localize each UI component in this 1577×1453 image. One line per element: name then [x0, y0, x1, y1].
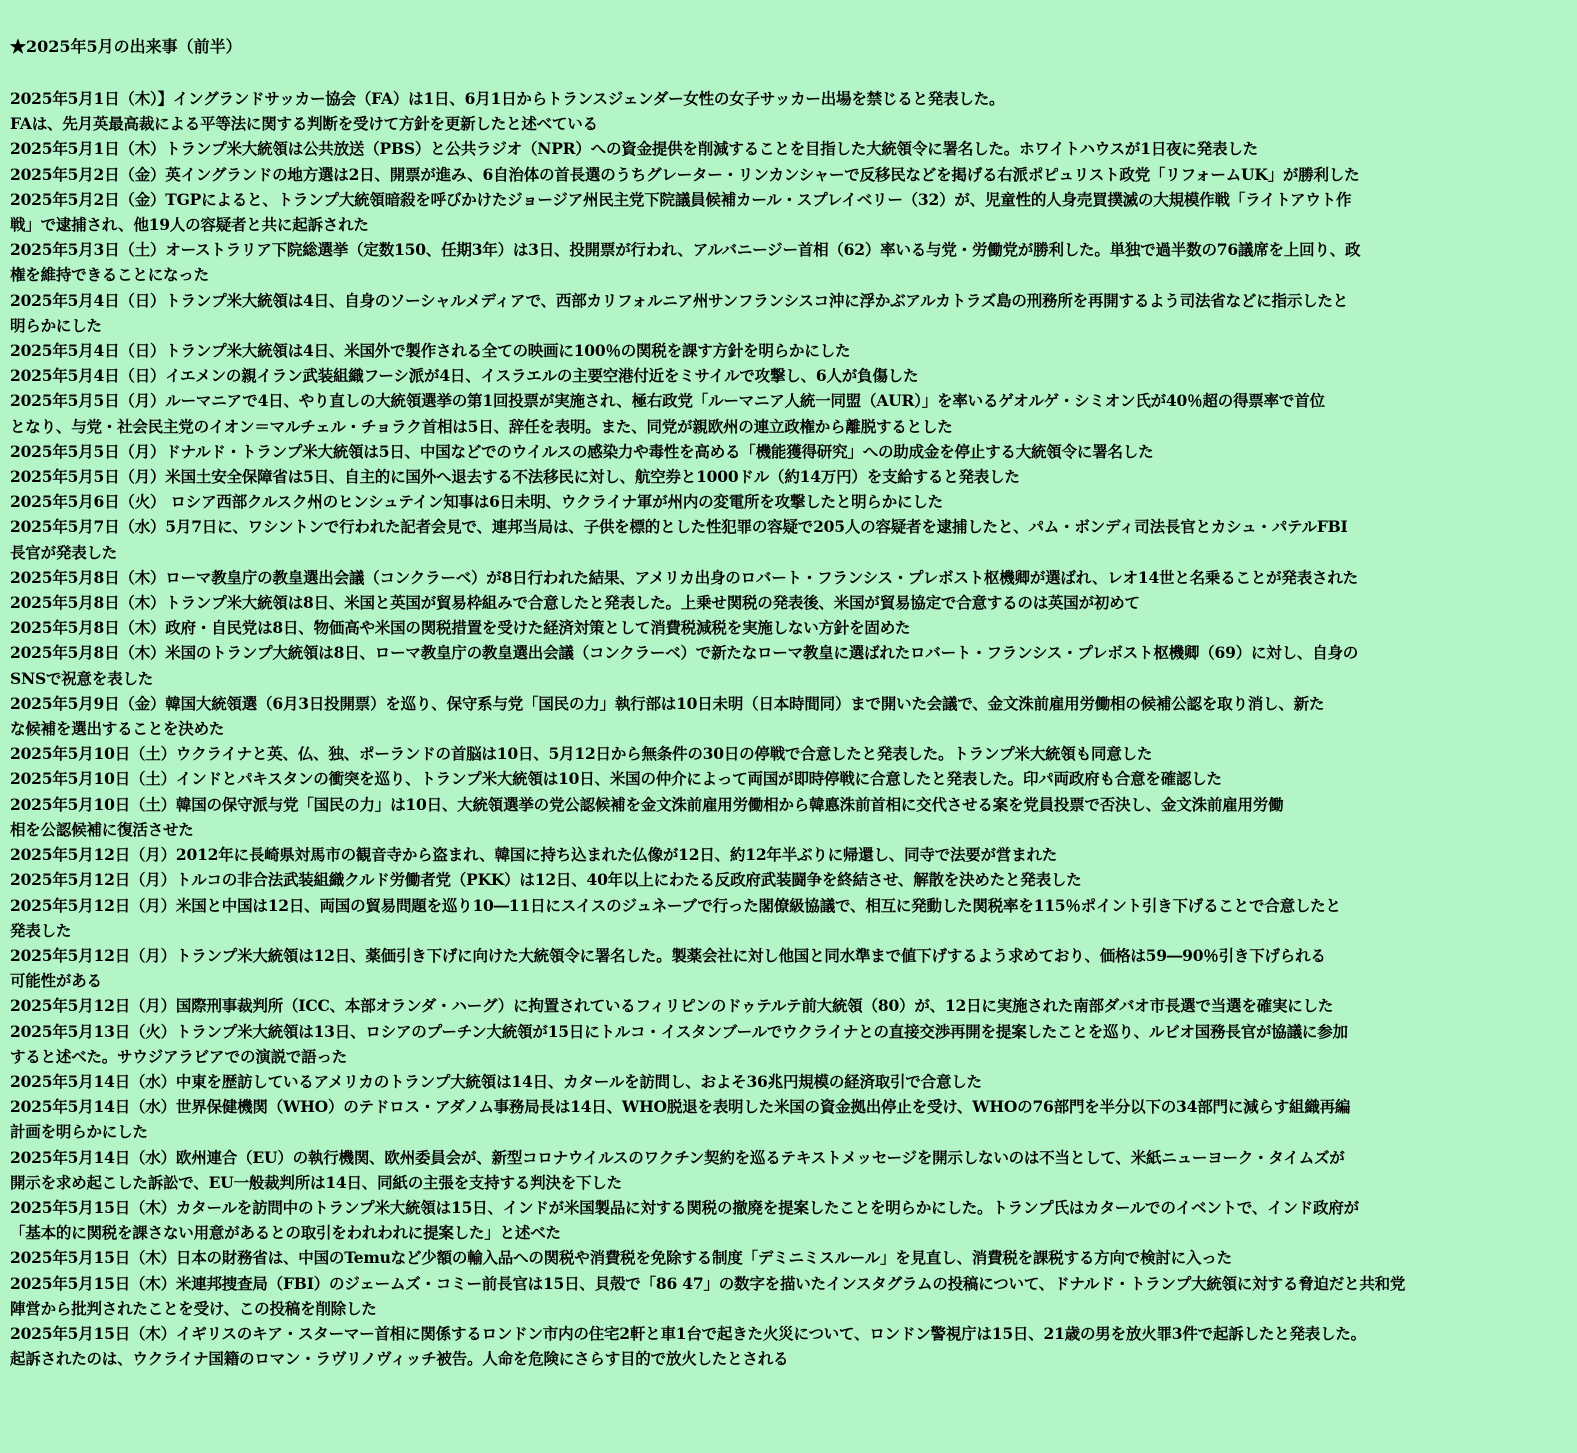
event-entry-line: 2025年5月15日（木）米連邦捜査局（FBI）のジェームズ・コミー前長官は15日、貝殻で「86 47」の数字を描いたインスタグラムの投稿について、ドナルド・トランプ大統領に対する脅迫だと共和党 [10, 1273, 1406, 1293]
event-entry-line: 2025年5月12日（月）トランプ米大統領は12日、薬価引き下げに向けた大統領令に署名した。製薬会社に対し他国と同水準まで値下げするよう求めており、価格は59―90％引き下げられる [10, 945, 1326, 965]
event-entry-line: 2025年5月8日（木）政府・自民党は8日、物価高や米国の関税措置を受けた経済対策として消費税減税を実施しない方針を固めた [10, 618, 911, 638]
event-entry-line: 2025年5月15日（木）カタールを訪問中のトランプ米大統領は15日、インドが米国製品に対する関税の撤廃を提案したことを明らかにした。トランプ氏はカタールでのイベントで、インド政府が [10, 1197, 1359, 1217]
event-entry [10, 590, 1566, 615]
event-entry-line: 2025年5月8日（木）トランプ米大統領は8日、米国と英国が貿易枠組みで合意したと発表した。上乗せ関税の発表後、米国が貿易協定で合意するのは英国が初めて [10, 593, 1140, 613]
event-entry-line: 2025年5月5日（月）米国土安全保障省は5日、自主的に国外へ退去する不法移民に対し、航空券と1000ドル（約14万円）を支給すると発表した [10, 467, 1020, 487]
event-entry [10, 943, 1566, 993]
event-entry-line: 2025年5月4日（日）トランプ米大統領は4日、自身のソーシャルメディアで、西部カリフォルニア州サンフランシスコ沖に浮かぶアルカトラズ島の刑務所を再開するよう司法省などに指示したと [10, 290, 1349, 310]
event-entry-line: 2025年5月14日（水）欧州連合（EU）の執行機関、欧州委員会が、新型コロナウイルスのワクチン契約を巡るテキストメッセージを開示しないのは不当として、米紙ニューヨーク・タイムズが [10, 1147, 1345, 1167]
event-entry-line: 2025年5月10日（土）韓国の保守派与党「国民の力」は10日、大統領選挙の党公認候補を金文洙前雇用労働相から韓悳洙前首相に交代させる案を党員投票で否決し、金文洙前雇用労働 [10, 794, 1284, 814]
event-entry-line: 2025年5月1日（木）】イングランドサッカー協会（FA）は1日、6月1日からトランスジェンダー女性の女子サッカー出場を禁じると発表した。 [10, 89, 1005, 108]
event-entry [10, 1271, 1566, 1321]
event-entry-line: 相を公認候補に復活させた [10, 819, 194, 839]
event-entry-line: 可能性がある [10, 971, 102, 991]
event-entry [10, 1145, 1566, 1195]
event-entry [10, 514, 1566, 564]
event-entry-line: 長官が発表した [10, 542, 118, 562]
event-entry-line: 2025年5月5日（月）ドナルド・トランプ米大統領は5日、中国などでのウイルスの感染力や毒性を高める「機能獲得研究」への助成金を停止する大統領令に署名した [10, 441, 1154, 461]
event-entry-line: 戦」で逮捕され、他19人の容疑者と共に起訴された [10, 215, 369, 235]
event-entry-line: な候補を選出することを決めた [10, 719, 225, 739]
event-entry-line: 2025年5月12日（月）トルコの非合法武装組織クルド労働者党（PKK）は12日、40年以上にわたる反政府武装闘争を終結させ、解散を決めたと発表した [10, 870, 1082, 890]
event-entry [10, 1069, 1566, 1094]
event-entry [10, 363, 1566, 388]
event-entry [10, 741, 1566, 766]
event-entry-line: 2025年5月12日（月）2012年に長崎県対馬市の観音寺から盗まれ、韓国に持ち込まれた仏像が12日、約12年半ぶりに帰還し、同寺で法要が営まれた [10, 845, 1058, 865]
event-entry-line: 2025年5月6日（火） ロシア西部クルスク州のヒンシュテイン知事は6日未明、ウクライナ軍が州内の変電所を攻撃したと明らかにした [10, 492, 943, 512]
event-entry-line: 2025年5月8日（木）米国のトランプ大統領は8日、ローマ教皇庁の教皇選出会議（コンクラーベ）で新たなローマ教皇に選ばれたロバート・フランシス・プレボスト枢機卿（69）に対し、自身の [10, 643, 1359, 663]
event-entry [10, 162, 1566, 187]
event-entry [10, 464, 1566, 489]
event-entry [10, 993, 1566, 1018]
event-entry-line: 2025年5月12日（月）国際刑事裁判所（ICC、本部オランダ・ハーグ）に拘置されているフィリピンのドゥテルテ前大統領（80）が、12日に実施された南部ダバオ市長選で当選を確実にした [10, 996, 1334, 1016]
event-entry-line: 2025年5月2日（金）TGPによると、トランプ大統領暗殺を呼びかけたジョージア州民主党下院議員候補カール・スプレイベリー（32）が、児童性的人身売買撲滅の大規模作戦「ライトアウト作 [10, 189, 1352, 209]
event-entry [10, 615, 1566, 640]
event-entry-line: 「基本的に関税を課さない用意があるとの取引をわれわれに提案した」と述べた [10, 1223, 561, 1243]
event-entry-line: 2025年5月4日（日）イエメンの親イラン武装組織フーシ派が4日、イスラエルの主要空港付近をミサイルで攻撃し、6人が負傷した [10, 366, 919, 386]
event-entry-line: となり、与党・社会民主党のイオン＝マルチェル・チョラク首相は5日、辞任を表明。また、同党が親欧州の連立政権から離脱するとした [10, 416, 953, 436]
event-entry [10, 136, 1566, 161]
event-entry-line: 発表した [10, 920, 72, 940]
event-entry-line: 2025年5月4日（日）トランプ米大統領は4日、米国外で製作される全ての映画に100％の関税を課す方針を明らかにした [10, 341, 851, 361]
event-entry [10, 893, 1566, 943]
event-entry-line: 2025年5月14日（水）世界保健機関（WHO）のテドロス・アダノム事務局長は14日、WHO脱退を表明した米国の資金拠出停止を受け、WHOの76部門を半分以下の34部門に減らす組織再編 [10, 1097, 1351, 1117]
event-entry-line: 2025年5月10日（土）ウクライナと英、仏、独、ポーランドの首脳は10日、5月12日から無条件の30日の停戦で合意したと発表した。トランプ米大統領も同意した [10, 744, 1153, 764]
event-entry-line: 2025年5月5日（月）ルーマニアで4日、やり直しの大統領選挙の第1回投票が実施され、極右政党「ルーマニア人統一同盟（AUR）」を率いるゲオルゲ・シミオン氏が40％超の得票率で首位 [10, 391, 1325, 411]
event-entry-line: 2025年5月13日（火）トランプ米大統領は13日、ロシアのプーチン大統領が15日にトルコ・イスタンブールでウクライナとの直接交渉再開を提案したことを巡り、ルビオ国務長官が協議に参加 [10, 1021, 1348, 1041]
event-entry [10, 792, 1566, 842]
event-entry-line: 2025年5月15日（木）イギリスのキア・スターマー首相に関係するロンドン市内の住宅2軒と車1台で起きた火災について、ロンドン警視庁は15日、21歳の男を放火罪3件で起訴したと発表した。 [10, 1323, 1366, 1343]
event-entry [10, 691, 1566, 741]
event-entry-line: 陣営から批判されたことを受け、この投稿を削除した [10, 1298, 377, 1318]
event-entry [10, 1245, 1566, 1270]
event-entry-line: 2025年5月2日（金）英イングランドの地方選は2日、開票が進み、6自治体の首長選のうちグレーター・リンカンシャーで反移民などを掲げる右派ポピュリスト政党「リフォームUK」が勝利した [10, 164, 1360, 184]
event-entry [10, 867, 1566, 892]
event-entry-line: 2025年5月14日（水）中東を歴訪しているアメリカのトランプ大統領は14日、カタールを訪問し、およそ36兆円規模の経済取引で合意した [10, 1071, 982, 1091]
event-entry [10, 288, 1566, 338]
event-entry [10, 842, 1566, 867]
event-entry-line: 明らかにした [10, 315, 102, 335]
event-entry [10, 338, 1566, 363]
event-entry-line: FAは、先月英最高裁による平等法に関する判断を受けて方針を更新したと述べている [10, 114, 598, 134]
event-entry [10, 1094, 1566, 1144]
event-entry-line: 開示を求め起こした訴訟で、EU一般裁判所は14日、同紙の主張を支持する判決を下した [10, 1172, 622, 1192]
event-entry [10, 489, 1566, 514]
event-entry-line: 計画を明らかにした [10, 1122, 148, 1142]
event-entry [10, 86, 1566, 136]
event-entry [10, 187, 1566, 237]
event-entry [10, 766, 1566, 791]
page-heading: ★2025年5月の出来事（前半） [10, 37, 242, 56]
event-entry-line: 2025年5月7日（水）5月7日に、ワシントンで行われた記者会見で、連邦当局は、子供を標的とした性犯罪の容疑で205人の容疑者を逮捕したと、パム・ボンディ司法長官とカシュ・パテルFBI [10, 517, 1348, 537]
news-page [10, 34, 1566, 1371]
event-entry-line: すると述べた。サウジアラビアでの演説で語った [10, 1046, 348, 1066]
event-entry-line: 2025年5月12日（月）米国と中国は12日、両国の貿易問題を巡り10―11日にスイスのジュネーブで行った閣僚級協議で、相互に発動した関税率を115％ポイント引き下げることで合意したと [10, 895, 1341, 915]
event-entry-line: 2025年5月9日（金）韓国大統領選（6月3日投開票）を巡り、保守系与党「国民の力」執行部は10日未明（日本時間同）まで開いた会議で、金文洙前雇用労働相の候補公認を取り消し、新た [10, 693, 1325, 713]
event-entry [10, 565, 1566, 590]
event-entry [10, 439, 1566, 464]
event-list [10, 86, 1566, 1371]
event-entry [10, 237, 1566, 287]
event-entry-line: 2025年5月8日（木）ローマ教皇庁の教皇選出会議（コンクラーベ）が8日行われた結果、アメリカ出身のロバート・フランシス・プレボスト枢機卿が選ばれ、レオ14世と名乗ることが発表された [10, 567, 1358, 587]
event-entry-line: 2025年5月1日（木）トランプ米大統領は公共放送（PBS）と公共ラジオ（NPR）への資金提供を削減することを目指した大統領令に署名した。ホワイトハウスが1日夜に発表した [10, 139, 1258, 159]
event-entry [10, 640, 1566, 690]
event-entry [10, 1019, 1566, 1069]
event-entry [10, 388, 1566, 438]
event-entry-line: 権を維持できることになった [10, 265, 209, 285]
event-entry-line: 2025年5月15日（木）日本の財務省は、中国のTemuなど少額の輸入品への関税や消費税を免除する制度「デミニミスルール」を見直し、消費税を課税する方向で検討に入った [10, 1248, 1232, 1268]
event-entry-line: 2025年5月3日（土）オーストラリア下院総選挙（定数150、任期3年）は3日、投開票が行われ、アルバニージー首相（62）率いる与党・労働党が勝利した。単独で過半数の76議席を上回り、政 [10, 240, 1361, 260]
event-entry-line: SNSで祝意を表した [10, 668, 154, 688]
event-entry-line: 起訴されたのは、ウクライナ国籍のロマン・ラヴリノヴィッチ被告。人命を危険にさらす目的で放火したとされる [10, 1349, 789, 1369]
event-entry [10, 1195, 1566, 1245]
event-entry-line: 2025年5月10日（土）インドとパキスタンの衝突を巡り、トランプ米大統領は10日、米国の仲介によって両国が即時停戦に合意したと発表した。印パ両政府も合意を確認した [10, 769, 1222, 789]
event-entry [10, 1321, 1566, 1371]
